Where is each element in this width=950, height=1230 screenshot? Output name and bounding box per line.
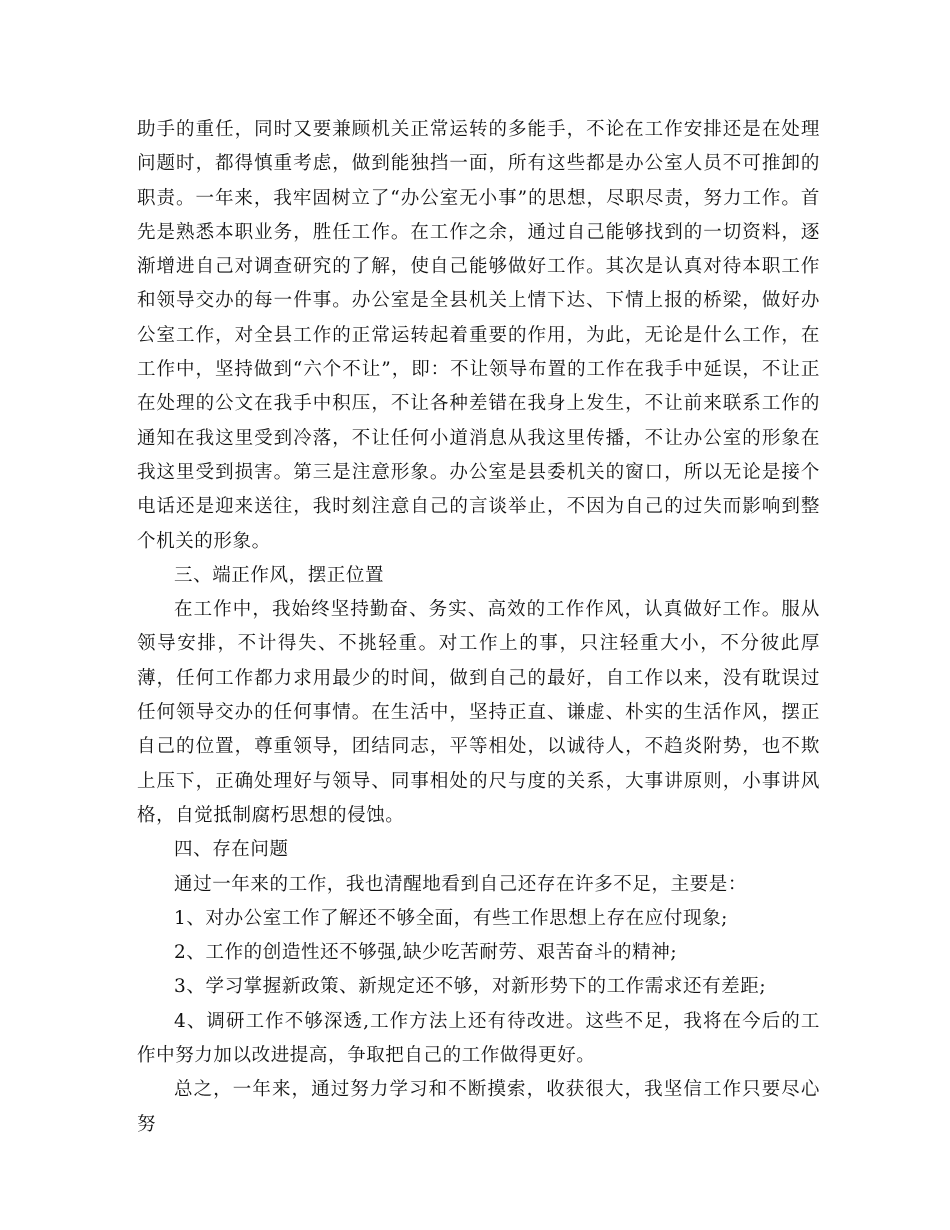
list-item-3: 3、学习掌握新政策、新规定还不够，对新形势下的工作需求还有差距;: [174, 976, 767, 998]
document-body: [137, 113, 820, 1142]
list-item-1: 1、对办公室工作了解还不够全面，有些工作思想上存在应付现象;: [174, 907, 729, 929]
heading-section-three: 三、端正作风，摆正位置: [174, 564, 385, 586]
paragraph-conclusion: 总之，一年来，通过努力学习和不断摸索，收获很大，我坚信工作只要尽心努: [137, 1079, 820, 1135]
heading-section-four: 四、存在问题: [174, 839, 289, 861]
paragraph-shortcomings-intro: 通过一年来的工作，我也清醒地看到自己还存在许多不足，主要是：: [174, 873, 748, 895]
list-item-4: 4、调研工作不够深透,工作方法上还有待改进。这些不足，我将在今后的工作中努力加以改进提高，争取把自己的工作做得更好。: [137, 1010, 820, 1067]
paragraph-office-duties: 助手的重任，同时又要兼顾机关正常运转的多能手，不论在工作安排还是在处理问题时，都得慎重考虑，做到能独挡一面，所有这些都是办公室人员不可推卸的职责。一年来，我牢固树立了“办公室无小事”的思想，尽职尽责，努力工作。首先是熟悉本职业务，胜任工作。在工作之余，通过自己能够找到的一切资料，逐渐增进自己对调查研究的了解，使自己能够做好工作。其次是认真对待本职工作和领导交办的每一件事。办公室是全县机关上情下达、下情上报的桥梁，做好办公室工作，对全县工作的正常运转起着重要的作用，为此，无论是什么工作，在工作中，坚持做到“六个不让”，即：不让领导布置的工作在我手中延误，不让正在处理的公文在我手中积压，不让各种差错在我身上发生，不让前来联系工作的通知在我这里受到冷落，不让任何小道消息从我这里传播，不让办公室的形象在我这里受到损害。第三是注意形象。办公室是县委机关的窗口，所以无论是接个电话还是迎来送往，我时刻注意自己的言谈举止，不因为自己的过失而影响到整个机关的形象。: [137, 119, 820, 552]
list-item-2: 2、工作的创造性还不够强,缺少吃苦耐劳、艰苦奋斗的精神;: [174, 942, 678, 964]
paragraph-work-style: 在工作中，我始终坚持勤奋、务实、高效的工作作风，认真做好工作。服从领导安排，不计得失、不挑轻重。对工作上的事，只注轻重大小，不分彼此厚薄，任何工作都力求用最少的时间，做到自己的最好，自工作以来，没有耽误过任何领导交办的任何事情。在生活中，坚持正直、谦虚、朴实的生活作风，摆正自己的位置，尊重领导，团结同志，平等相处，以诚待人，不趋炎附势，也不欺上压下，正确处理好与领导、同事相处的尺与度的关系，大事讲原则，小事讲风格，自觉抵制腐朽思想的侵蚀。: [137, 599, 820, 826]
